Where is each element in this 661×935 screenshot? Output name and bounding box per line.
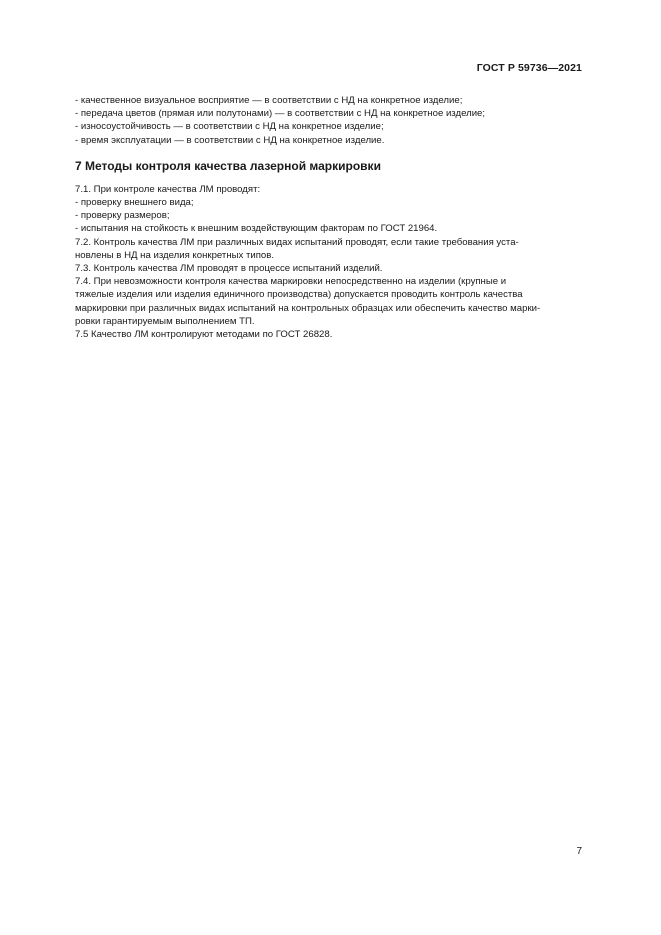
paragraph-7-5: 7.5 Качество ЛМ контролируют методами по ГОСТ 26828. xyxy=(75,329,333,341)
list-item: - испытания на стойкость к внешним воздействующим факторам по ГОСТ 21964. xyxy=(75,223,438,235)
page-content xyxy=(75,94,582,341)
paragraph-line: ровки гарантируемым выполнением ТП. xyxy=(75,315,255,327)
list-item: - передача цветов (прямая или полутонами) — в соответствии с НД на конкретное изделие; xyxy=(75,108,486,120)
page-number: 7 xyxy=(576,846,582,857)
list-item: - качественное визуальное восприятие — в соответствии с НД на конкретное изделие; xyxy=(75,95,463,106)
requirements-list xyxy=(75,94,582,147)
paragraph-7-3: 7.3. Контроль качества ЛМ проводят в процессе испытаний изделий. xyxy=(75,263,383,275)
paragraph-line: тяжелые изделия или изделия единичного производства) допускается проводить контроль качества xyxy=(75,289,523,301)
paragraph-7-1-intro: 7.1. При контроле качества ЛМ проводят: xyxy=(75,183,261,195)
list-item: - износоустойчивость — в соответствии с НД на конкретное изделие; xyxy=(75,121,384,133)
list-item: - время эксплуатации — в соответствии с НД на конкретное изделие. xyxy=(75,134,385,146)
paragraph-line: маркировки при различных видах испытаний на контрольных образцах или обеспечить качество марки- xyxy=(75,302,541,314)
paragraph-7-4 xyxy=(75,275,582,328)
document-code: ГОСТ Р 59736—2021 xyxy=(476,62,582,74)
paragraph-line: новлены в НД на изделия конкретных типов. xyxy=(75,249,275,261)
paragraph-line: 7.2. Контроль качества ЛМ при различных видах испытаний проводят, если такие требования уста- xyxy=(75,236,519,248)
section-title: 7 Методы контроля качества лазерной маркировки xyxy=(75,158,381,173)
paragraph-7-2 xyxy=(75,236,582,262)
paragraph-7-1 xyxy=(75,183,582,236)
list-item: - проверку размеров; xyxy=(75,210,170,222)
paragraph-line: 7.4. При невозможности контроля качества маркировки непосредственно на изделии (крупные и xyxy=(75,276,507,288)
list-item: - проверку внешнего вида; xyxy=(75,197,194,209)
